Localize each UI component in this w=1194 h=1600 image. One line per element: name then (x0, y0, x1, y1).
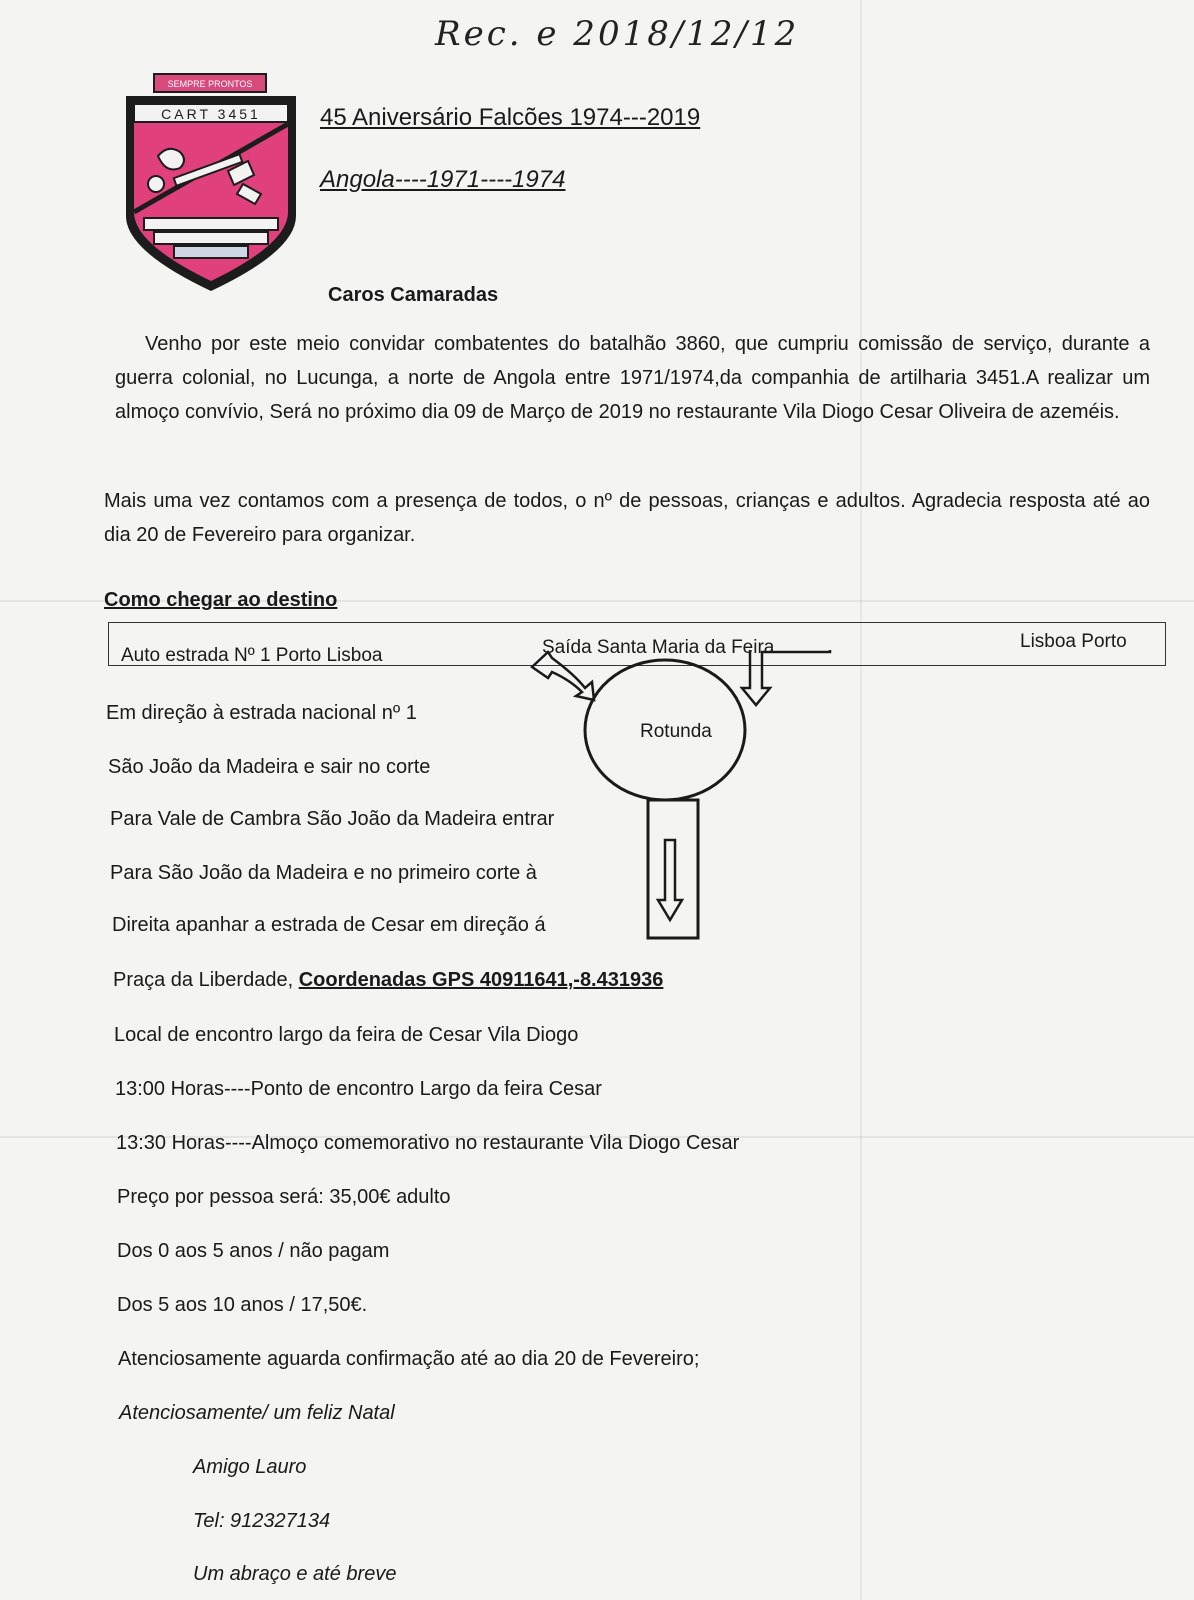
lunch-time: 13:30 Horas----Almoço comemorativo no restaurante Vila Diogo Cesar (116, 1132, 740, 1154)
salutation: Caros Camaradas (328, 284, 499, 306)
gps-line (113, 969, 663, 992)
cart-3451-emblem (118, 66, 303, 296)
direction-step: Direita apanhar a estrada de Cesar em direção á (112, 914, 546, 936)
emblem-unit-text: CART 3451 (161, 106, 261, 122)
price-children-5-10: Dos 5 aos 10 anos / 17,50€. (117, 1294, 368, 1316)
motorway-label-right: Lisboa Porto (1020, 631, 1127, 652)
gps-coordinates: Coordenadas GPS 40911641,-8.431936 (298, 969, 664, 991)
signature: Amigo Lauro (193, 1456, 307, 1478)
roundabout-diagram (530, 650, 860, 960)
anniversary-title: 45 Aniversário Falcões 1974---2019 (320, 104, 701, 131)
directions-heading: Como chegar ao destino (104, 589, 338, 611)
invitation-paragraph: Venho por este meio convidar combatentes do batalhão 3860, que cumpriu comissão de serviço, durante a guerra colonial, no Lucunga, a norte de Angola entre 1971/1974,da companhia de artilharia 3451.A realizar um almoço convívio, Será no próximo dia 09 de Março de 2019 no restaurante Vila Diogo Cesar Oliveira de azeméis. (115, 333, 1150, 423)
price-children-0-5: Dos 0 aos 5 anos / não pagam (117, 1240, 390, 1262)
price-adult: Preço por pessoa será: 35,00€ adulto (117, 1186, 451, 1208)
motorway-label-left: Auto estrada Nº 1 Porto Lisboa (121, 645, 383, 666)
closing-greeting: Atenciosamente/ um feliz Natal (119, 1402, 395, 1424)
attendance-paragraph: Mais uma vez contamos com a presença de todos, o nº de pessoas, crianças e adultos. Agradecia resposta até ao dia 20 de Fevereiro para organizar. (104, 490, 1150, 546)
farewell: Um abraço e até breve (193, 1563, 397, 1585)
roundabout-label: Rotunda (640, 721, 712, 742)
phone-number: Tel: 912327134 (193, 1510, 331, 1532)
meeting-place: Local de encontro largo da feira de Cesar Vila Diogo (114, 1024, 579, 1046)
angola-subtitle: Angola----1971----1974 (320, 166, 566, 193)
handwritten-received-note: Rec. e 2018/12/12 (435, 14, 800, 54)
direction-step: Para Vale de Cambra São João da Madeira entrar (110, 808, 555, 830)
direction-step: Em direção à estrada nacional nº 1 (106, 702, 417, 724)
entry-arrow-icon (742, 650, 830, 705)
paper-fold (860, 0, 862, 1600)
direction-step: Para São João da Madeira e no primeiro corte à (110, 862, 537, 884)
direction-step: São João da Madeira e sair no corte (108, 756, 431, 778)
exit-label: Saída Santa Maria da Feira (542, 637, 775, 658)
curved-arrow-icon (532, 652, 594, 700)
gps-prefix: Praça da Liberdade, (113, 969, 299, 991)
emblem-banner-text: SEMPRE PRONTOS (167, 79, 253, 89)
meeting-time: 13:00 Horas----Ponto de encontro Largo da feira Cesar (115, 1078, 602, 1100)
confirmation-deadline: Atenciosamente aguarda confirmação até ao dia 20 de Fevereiro; (118, 1348, 700, 1370)
